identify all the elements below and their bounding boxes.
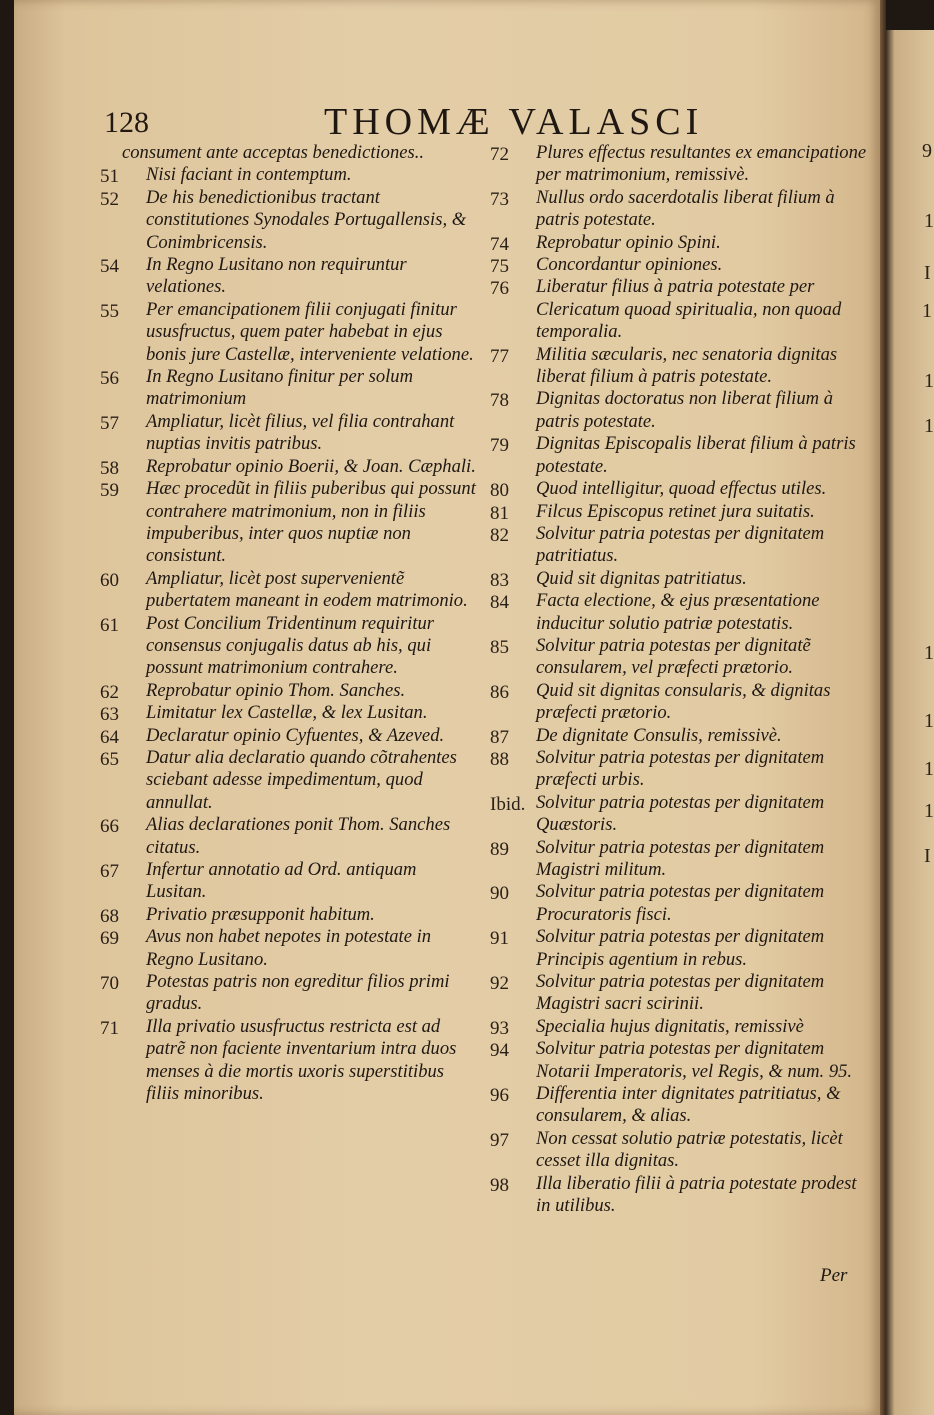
entry-text: Solvitur patria potestas per dignitatẽ consularem, vel præfecti prætorio.: [536, 634, 811, 679]
entry-number: 54: [100, 256, 119, 278]
summary-entry: [100, 164, 480, 186]
summary-entry: [490, 187, 870, 232]
facing-page-strip: [886, 30, 934, 1415]
entry-text: Nullus ordo sacerdotalis liberat filium à patris potestate.: [536, 186, 835, 231]
entry-number: 78: [490, 390, 509, 412]
summary-entry: [490, 837, 870, 882]
entry-text: Solvitur patria potestas per dignitatem Quæstoris.: [536, 791, 825, 836]
entry-text: Solvitur patria potestas per dignitatem Magistri militum.: [536, 836, 825, 880]
summary-entry: [100, 747, 480, 814]
entry-number: 67: [100, 861, 119, 882]
entry-text: Concordantur opiniones.: [536, 254, 723, 276]
entry-text: Differentia inter dignitates patritiatus, & consularem, & alias.: [536, 1083, 841, 1127]
entry-text: Infertur annotatio ad Ord. antiquam Lusitan.: [146, 859, 417, 903]
facing-page-fragment: 1: [924, 710, 934, 732]
summary-entry: [490, 142, 870, 187]
summary-entry: [100, 859, 480, 904]
summary-entry: [100, 702, 480, 724]
entry-number: 76: [490, 278, 509, 300]
summary-entry: [100, 366, 480, 411]
running-head: THOMÆ VALASCI: [324, 101, 704, 143]
entry-number: 91: [490, 928, 509, 950]
entry-number: 52: [100, 188, 119, 210]
facing-page-fragment: 1: [924, 210, 934, 232]
entry-text: In Regno Lusitano non requiruntur velationes.: [146, 254, 407, 298]
entry-text: Facta electione, & ejus præsentatione inducitur solutio patriæ potestatis.: [536, 590, 820, 634]
summary-entry: [490, 388, 870, 433]
entry-text: Solvitur patria potestas per dignitatem præfecti urbis.: [536, 746, 825, 791]
entry-number: 83: [490, 569, 509, 591]
summary-entry: [490, 1173, 870, 1218]
entry-text: Alias declarationes ponit Thom. Sanches citatus.: [146, 814, 451, 858]
summary-entry: [490, 276, 870, 343]
entry-text: Dignitas doctoratus non liberat filium à patris potestate.: [536, 388, 833, 432]
entry-number: 79: [490, 435, 509, 457]
entry-text: Hæc procedũt in filiis puberibus qui possunt contrahere matrimonium, non in filiis impuberibus, inter quos nuptiæ non consistunt.: [146, 478, 476, 567]
entry-number: Ibid.: [490, 793, 526, 815]
entry-text: Non cessat solutio patriæ potestatis, licèt cesset illa dignitas.: [536, 1127, 843, 1172]
entry-text: De dignitate Consulis, remissivè.: [536, 724, 782, 746]
summary-entry: [490, 635, 870, 680]
page-number: 128: [104, 106, 149, 139]
summary-entry: [100, 725, 480, 747]
summary-entry: [490, 501, 870, 523]
entry-number: 69: [100, 928, 119, 950]
summary-entry: [100, 1016, 480, 1106]
entry-number: 57: [100, 412, 119, 434]
entry-number: 61: [100, 614, 119, 636]
entry-text: Illa privatio ususfructus restricta est ad patrẽ non faciente inventarium intra duos menses à die mortis uxoris superstitibus filiis minoribus.: [146, 1015, 457, 1105]
catchword: Per: [820, 1265, 848, 1286]
entry-text: Quid sit dignitas patritiatus.: [536, 567, 747, 589]
entry-number: 84: [490, 592, 509, 614]
entry-number: 89: [490, 838, 509, 860]
right-column: [490, 142, 870, 1218]
entry-number: 68: [100, 905, 119, 927]
entry-text: Reprobatur opinio Spini.: [536, 231, 721, 253]
summary-entry: [100, 904, 480, 926]
entry-text: Solvitur patria potestas per dignitatem patritiatus.: [536, 522, 825, 567]
entry-number: 93: [490, 1017, 509, 1039]
facing-page-fragment: 1: [924, 642, 934, 664]
entry-number: 96: [490, 1085, 509, 1107]
entry-text: Potestas patris non egreditur filios primi gradus.: [146, 971, 450, 1015]
entry-text: Ampliatur, licèt post supervenientẽ pubertatem maneant in eodem matrimonio.: [146, 567, 468, 612]
entry-number: 94: [490, 1040, 509, 1062]
entry-number: 75: [490, 256, 509, 278]
entry-number: 98: [490, 1174, 509, 1196]
entry-number: 62: [100, 681, 119, 703]
entry-text: Solvitur patria potestas per dignitatem Notarii Imperatoris, vel Regis, & num. 95.: [536, 1038, 853, 1082]
summary-entry: [490, 971, 870, 1016]
entry-text: Solvitur patria potestas per dignitatem Procuratoris fisci.: [536, 881, 825, 925]
entry-number: 72: [490, 144, 509, 165]
facing-page-fragment: 1: [924, 415, 934, 437]
facing-page-fragment: 1: [924, 758, 934, 780]
summary-entry: [490, 1128, 870, 1173]
summary-entry: [100, 254, 480, 299]
entry-text: Privatio præsupponit habitum.: [146, 903, 375, 925]
summary-entry: [100, 478, 480, 568]
entry-number: 74: [490, 233, 509, 255]
facing-page-fragment: 1: [924, 370, 934, 392]
page-header: [104, 100, 884, 144]
summary-entry: [100, 613, 480, 680]
summary-entry: [100, 680, 480, 702]
entry-text: Declaratur opinio Cyfuentes, & Azeved.: [146, 724, 445, 746]
summary-entry: [490, 523, 870, 568]
summary-entry: [490, 881, 870, 926]
summary-entry: [490, 1016, 870, 1038]
summary-entry: [490, 680, 870, 725]
entry-text: Solvitur patria potestas per dignitatem Principis agentium in rebus.: [536, 926, 825, 970]
summary-entry: [100, 142, 480, 164]
summary-entry: [100, 456, 480, 478]
entry-text: Ampliatur, licèt filius, vel filia contrahant nuptias invitis patribus.: [146, 410, 455, 455]
facing-page-fragment: 1: [924, 800, 934, 822]
entry-text: Militia sæcularis, nec senatoria dignitas liberat filium à patris potestate.: [536, 343, 838, 388]
summary-entry: [100, 187, 480, 254]
entry-number: 85: [490, 636, 509, 658]
entry-number: 86: [490, 681, 509, 703]
entry-number: 88: [490, 748, 509, 770]
summary-entry: [490, 792, 870, 837]
entry-text: Dignitas Episcopalis liberat filium à patris potestate.: [536, 433, 856, 477]
entry-text: Datur alia declaratio quando cõtrahentes sciebant adesse impedimentum, quod annullat.: [146, 746, 457, 813]
entry-number: 97: [490, 1129, 509, 1151]
entry-text: Reprobatur opinio Thom. Sanches.: [146, 679, 406, 701]
summary-entry: [490, 1038, 870, 1083]
entry-number: 66: [100, 816, 119, 838]
summary-entry: [490, 590, 870, 635]
entry-number: 51: [100, 166, 119, 188]
entry-text: Avus non habet nepotes in potestate in Regno Lusitano.: [146, 926, 432, 970]
summary-entry: [490, 926, 870, 971]
entry-text: Nisi faciant in contemptum.: [146, 164, 352, 186]
left-column: [100, 142, 480, 1105]
entry-text: Quod intelligitur, quoad effectus utiles.: [536, 478, 827, 500]
summary-entry: [100, 411, 480, 456]
facing-page-fragment: I: [924, 845, 931, 867]
entry-text: Reprobatur opinio Boerii, & Joan. Cæphali.: [146, 455, 476, 477]
entry-text: Liberatur filius à patria potestate per Clericatum quoad spiritualia, non quoad temporalia.: [536, 276, 842, 343]
summary-entry: [100, 926, 480, 971]
entry-number: 71: [100, 1017, 119, 1039]
summary-entry: [100, 299, 480, 366]
entry-number: 63: [100, 704, 119, 726]
entry-text: Per emancipationem filii conjugati finitur ususfructus, quem pater habebat in ejus bonis jure Castellæ, interveniente velatione.: [146, 298, 474, 365]
summary-entry: [100, 971, 480, 1016]
facing-page-fragment: I: [924, 262, 931, 284]
entry-number: 80: [490, 480, 509, 502]
summary-entry: [490, 747, 870, 792]
entry-number: 90: [490, 883, 509, 905]
entry-text: Plures effectus resultantes ex emancipatione per matrimonium, remissivè.: [536, 142, 867, 186]
summary-entry: [100, 814, 480, 859]
entry-number: 82: [490, 524, 509, 546]
entry-number: 87: [490, 726, 509, 748]
entry-text: Illa liberatio filii à patria potestate prodest in utilibus.: [536, 1172, 857, 1217]
entry-number: 59: [100, 480, 119, 502]
entry-number: 77: [490, 345, 509, 367]
entry-text: Specialia hujus dignitatis, remissivè: [536, 1015, 804, 1037]
entry-text: consument ante acceptas benedictiones..: [122, 142, 425, 163]
entry-number: 92: [490, 973, 509, 995]
entry-number: 81: [490, 502, 509, 524]
summary-entry: [490, 478, 870, 500]
entry-text: Filcus Episcopus retinet jura suitatis.: [536, 500, 815, 522]
entry-text: Post Concilium Tridentinum requiritur consensus conjugalis datus ab his, qui possunt matrimonium contrahere.: [146, 612, 435, 679]
entry-text: In Regno Lusitano finitur per solum matrimonium: [146, 366, 414, 410]
summary-entry: [490, 232, 870, 254]
summary-entry: [490, 568, 870, 590]
entry-number: 65: [100, 748, 119, 770]
facing-page-fragment: 9: [922, 140, 932, 162]
summary-entry: [490, 344, 870, 389]
entry-text: Solvitur patria potestas per dignitatem Magistri sacri scirinii.: [536, 971, 825, 1015]
entry-number: 60: [100, 569, 119, 591]
entry-number: 73: [490, 188, 509, 210]
facing-page-fragment: 1: [922, 300, 932, 322]
entry-text: Limitatur lex Castellæ, & lex Lusitan.: [146, 702, 428, 724]
summary-entry: [490, 254, 870, 276]
entry-number: 70: [100, 973, 119, 995]
entry-number: 55: [100, 300, 119, 322]
entry-number: 58: [100, 457, 119, 479]
entry-text: De his benedictionibus tractant constitutiones Synodales Portugallensis, & Conimbricensis.: [146, 186, 467, 253]
summary-entry: [490, 433, 870, 478]
summary-entry: [100, 568, 480, 613]
entry-number: 56: [100, 368, 119, 390]
entry-text: Quid sit dignitas consularis, & dignitas præfecti prætorio.: [536, 679, 831, 724]
summary-entry: [490, 725, 870, 747]
entry-number: 64: [100, 726, 119, 748]
summary-entry: [490, 1083, 870, 1128]
